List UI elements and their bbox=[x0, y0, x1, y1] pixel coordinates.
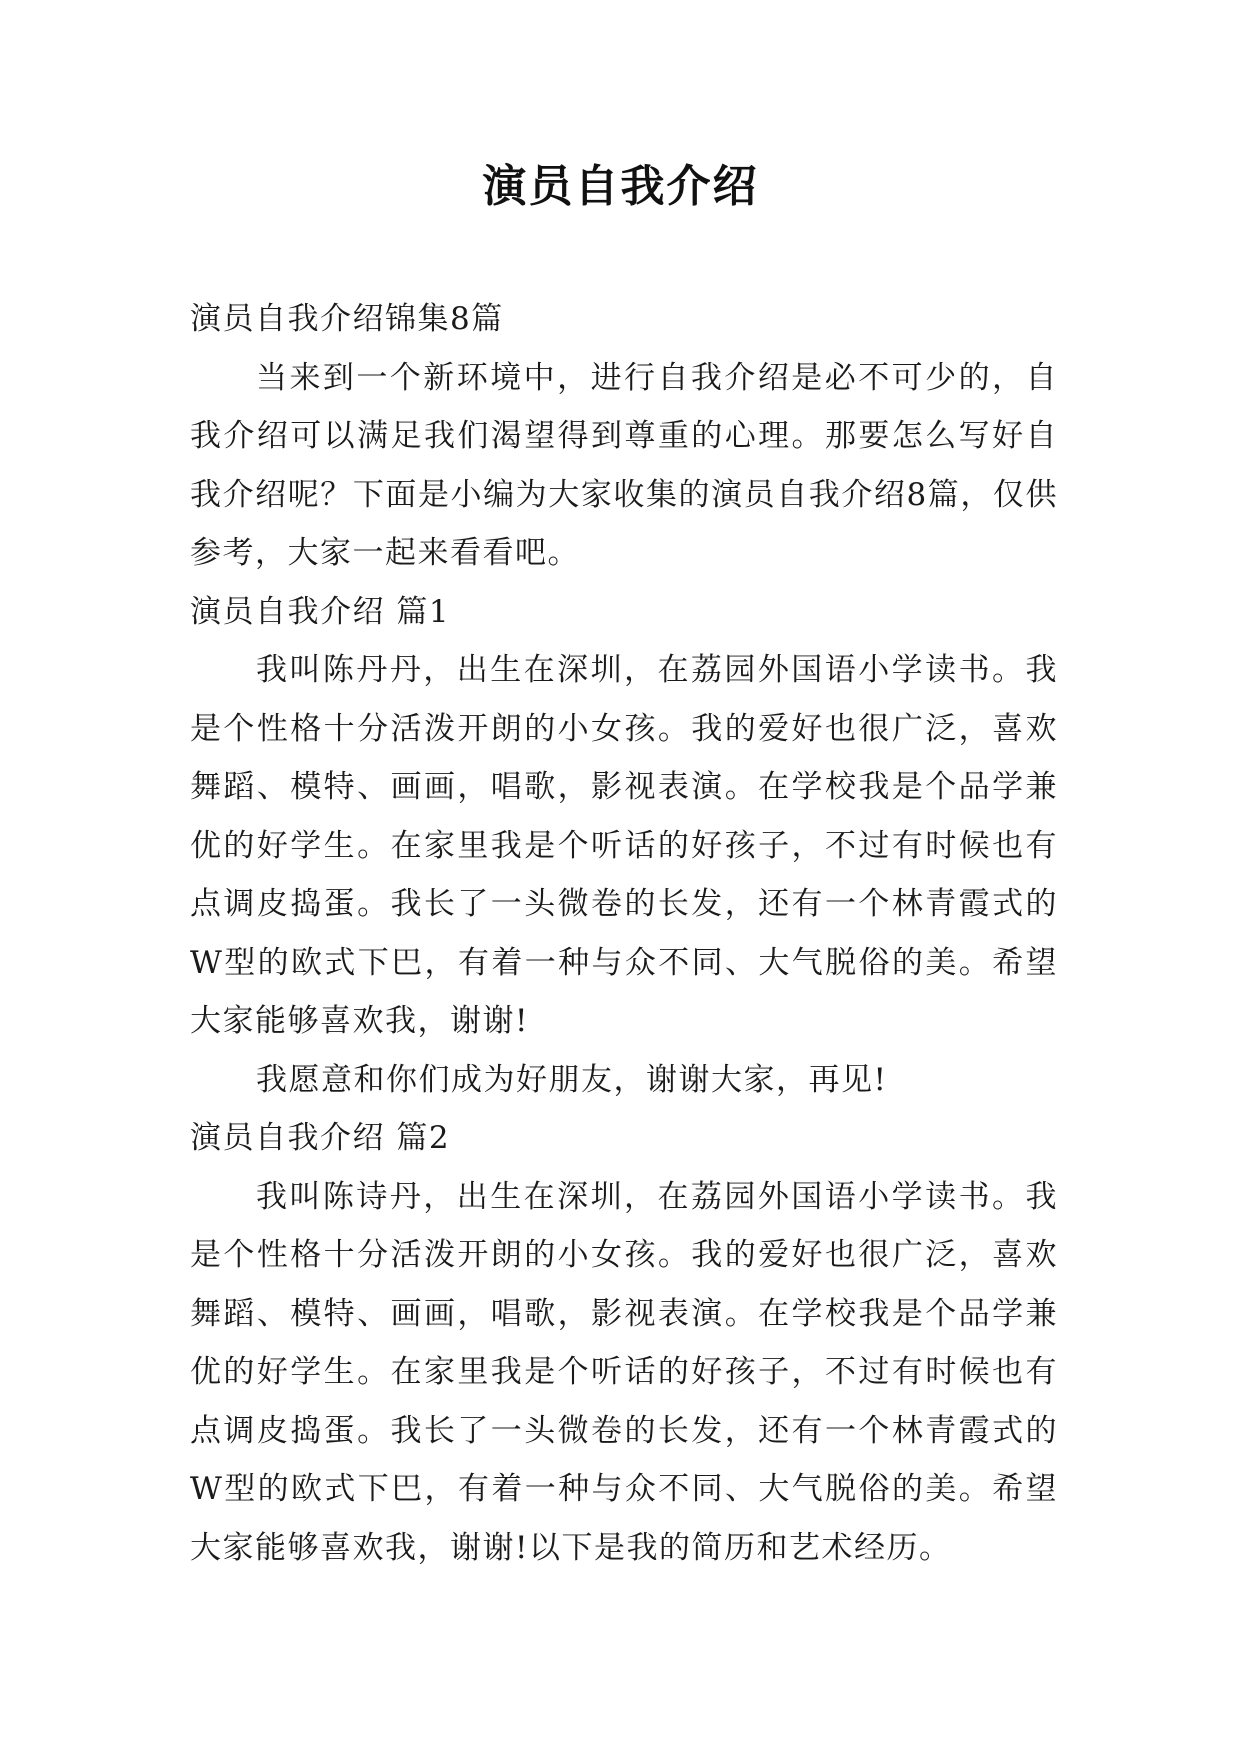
document-body bbox=[190, 290, 1058, 1577]
body-paragraph: 我叫陈丹丹，出生在深圳，在荔园外国语小学读书。我是个性格十分活泼开朗的小女孩。我的爱好也很广泛，喜欢舞蹈、模特、画画，唱歌，影视表演。在学校我是个品学兼优的好学生。在家里我是个听话的好孩子，不过有时候也有点调皮捣蛋。我长了一头微卷的长发，还有一个林青霞式的W型的欧式下巴，有着一种与众不同、大气脱俗的美。希望大家能够喜欢我，谢谢! bbox=[190, 652, 1058, 1039]
section-heading: 演员自我介绍锦集8篇 bbox=[190, 301, 504, 337]
intro-paragraph: 当来到一个新环境中，进行自我介绍是必不可少的，自我介绍可以满足我们渴望得到尊重的心理。那要怎么写好自我介绍呢？下面是小编为大家收集的演员自我介绍8篇，仅供参考，大家一起来看看吧。 bbox=[190, 359, 1058, 571]
document-title: 演员自我介绍 bbox=[482, 161, 759, 212]
section-heading: 演员自我介绍 篇1 bbox=[190, 593, 451, 630]
body-paragraph: 我愿意和你们成为好朋友，谢谢大家，再见! bbox=[256, 1061, 888, 1098]
body-paragraph: 我叫陈诗丹，出生在深圳，在荔园外国语小学读书。我是个性格十分活泼开朗的小女孩。我的爱好也很广泛，喜欢舞蹈、模特、画画，唱歌，影视表演。在学校我是个品学兼优的好学生。在家里我是个听话的好孩子，不过有时候也有点调皮捣蛋。我长了一头微卷的长发，还有一个林青霞式的W型的欧式下巴，有着一种与众不同、大气脱俗的美。希望大家能够喜欢我，谢谢!以下是我的简历和艺术经历。 bbox=[190, 1178, 1058, 1566]
section-heading: 演员自我介绍 篇2 bbox=[190, 1120, 451, 1156]
